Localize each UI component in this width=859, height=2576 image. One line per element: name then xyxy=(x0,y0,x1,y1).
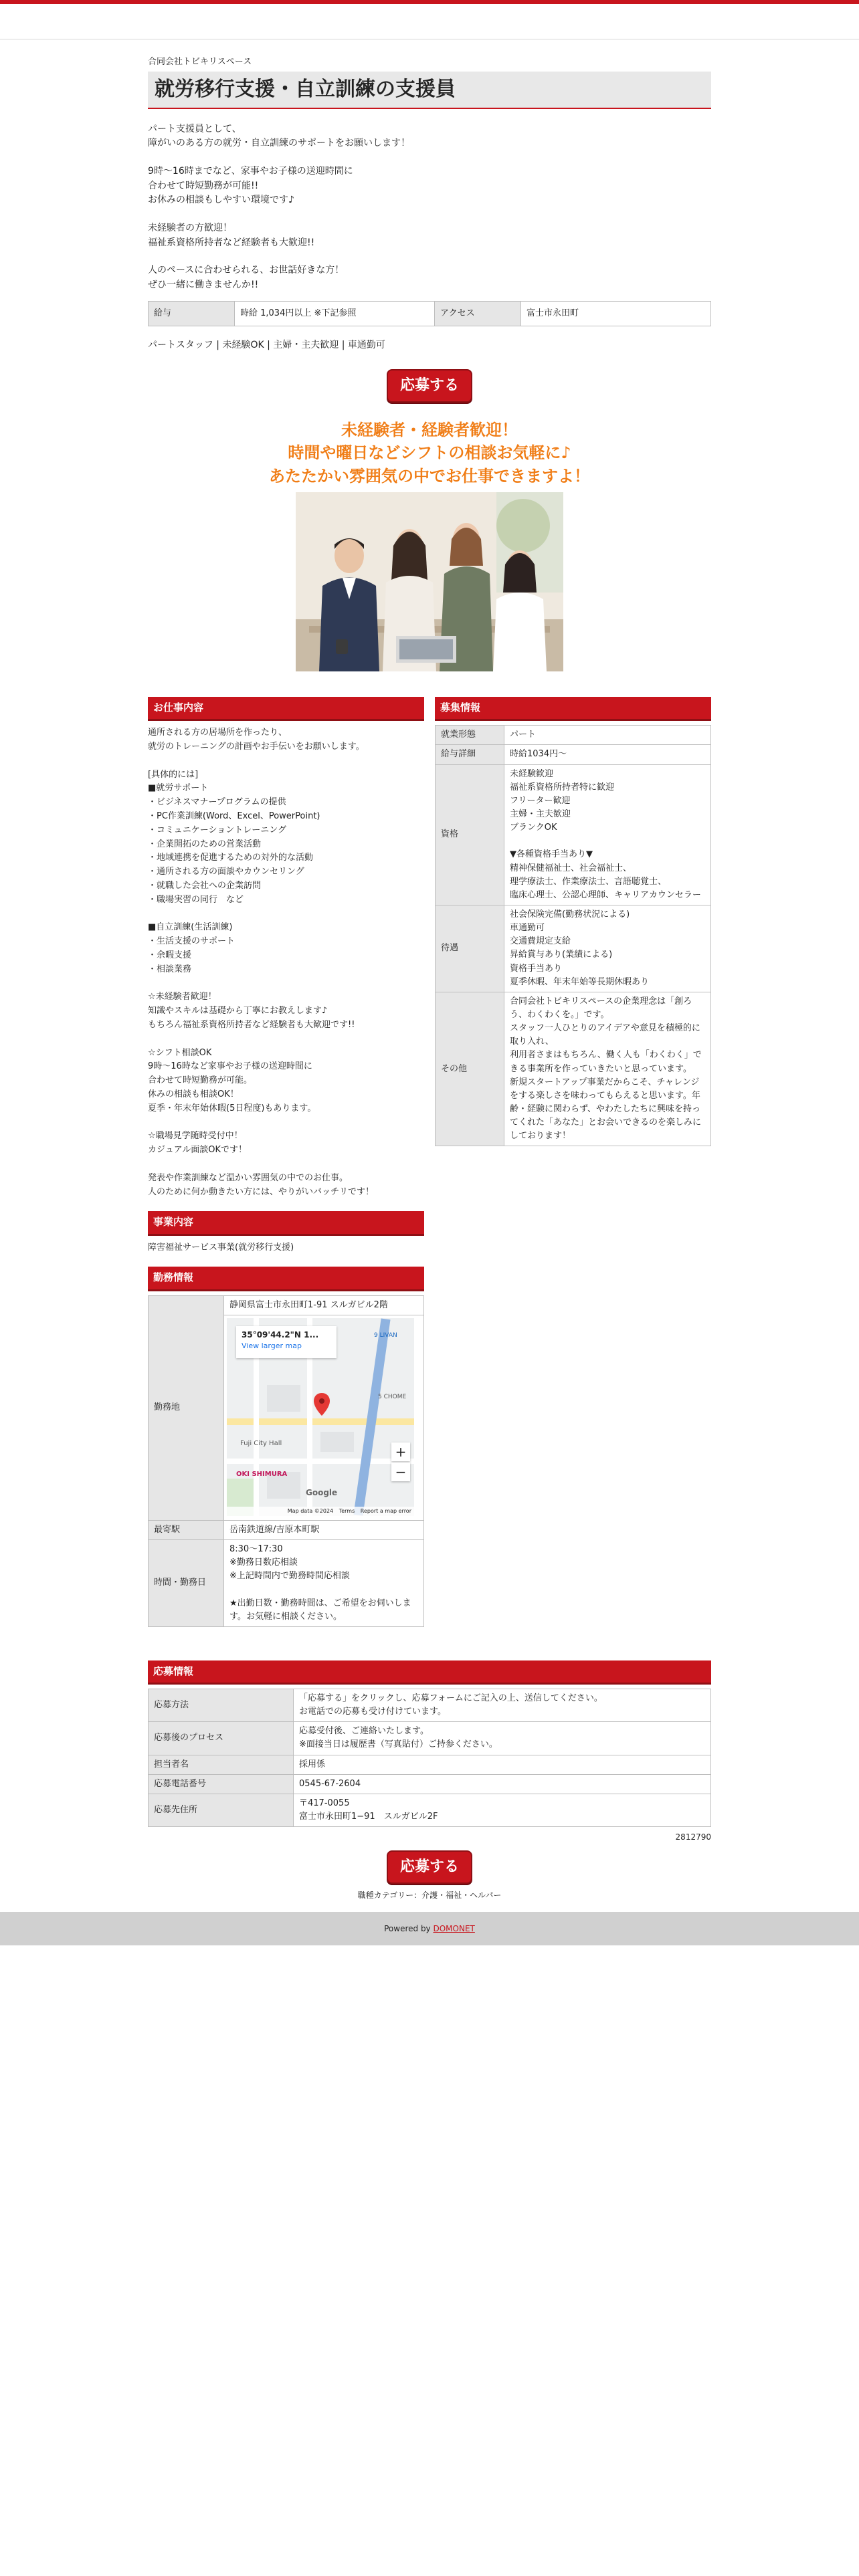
apply-label: 応募電話番号 xyxy=(149,1774,294,1794)
map-zoom-in[interactable]: + xyxy=(391,1442,410,1461)
intro-paragraph: 未経験者の方歓迎！ 福祉系資格所持者など経験者も大歓迎!! xyxy=(148,223,315,248)
map-label: 5 CHOME xyxy=(378,1393,407,1400)
intro-text xyxy=(148,122,711,293)
station-label: 最寄駅 xyxy=(149,1520,224,1539)
map-label: Fuji City Hall xyxy=(240,1439,282,1447)
recruit-label: その他 xyxy=(436,992,504,1146)
recruit-label: 待遇 xyxy=(436,905,504,992)
recruit-heading: 募集情報 xyxy=(435,697,711,721)
company-name: 合同会社トビキリスペース xyxy=(148,57,252,67)
place-value: 静岡県富士市永田町1-91 スルガビル2階 xyxy=(224,1295,424,1315)
header-strip xyxy=(0,4,859,39)
kinmu-table xyxy=(148,1295,424,1627)
intro-paragraph: パート支援員として、 障がいのある方の就労・自立訓練のサポートをお願いします！ xyxy=(148,123,410,149)
time-label: 時間・勤務日 xyxy=(149,1539,224,1626)
apply-label: 応募後のプロセス xyxy=(149,1722,294,1755)
map-label: OKI SHIMURA xyxy=(236,1470,288,1478)
recruit-value: 時給1034円〜 xyxy=(504,745,711,764)
recruit-label: 給与詳細 xyxy=(436,745,504,764)
left-column xyxy=(148,697,424,1627)
staff-photo xyxy=(296,492,563,671)
page-title: 就労移行支援・自立訓練の支援員 xyxy=(148,72,711,109)
map-info-card xyxy=(236,1326,337,1358)
table-row xyxy=(436,992,711,1146)
intro-paragraph: 人のペースに合わせられる、お世話好きな方！ ぜひ一緒に働きませんか!! xyxy=(148,265,345,291)
apply-label: 担当者名 xyxy=(149,1755,294,1774)
catch-line: あたたかい雰囲気の中でお仕事できますよ！ xyxy=(269,467,590,486)
recruit-value: 合同会社トビキリスペースの企業理念は「創ろう、わくわくを。」です。 スタッフ一人ひとりのアイデアや意見を積極的に取り入れ、 利用者さまはもちろん、働く人も「わくわく」できる事業所を作っていきたいと思っています。 新規スタートアップ事業だからこそ、チャレンジをする楽しさを味わってもらえると思います。年齢・経験に関わらず、やわたしたちに興味を持ってくれた「あなた」とお会いできるのを楽しみにしております！ xyxy=(504,992,711,1146)
recruit-value: パート xyxy=(504,726,711,745)
apply-value: 「応募する」をクリックし、応募フォームにご記入の上、送信してください。 お電話での応募も受け付けています。 xyxy=(294,1689,711,1722)
table-row xyxy=(149,1774,711,1794)
right-column xyxy=(435,697,711,1627)
table-row xyxy=(149,1794,711,1826)
work-heading: お仕事内容 xyxy=(148,697,424,721)
business-description: 障害福祉サービス事業(就労移行支援) xyxy=(148,1242,294,1253)
apply-value: 採用係 xyxy=(294,1755,711,1774)
apply-label: 応募先住所 xyxy=(149,1794,294,1826)
recruit-label: 資格 xyxy=(436,764,504,905)
job-tags: パートスタッフ | 未経験OK | 主婦・主夫歓迎 | 車通勤可 xyxy=(148,339,385,350)
map-label: 9 LIVAN xyxy=(374,1331,397,1339)
table-row xyxy=(436,726,711,745)
summary-table xyxy=(148,301,711,326)
job-page xyxy=(148,56,711,1901)
table-row xyxy=(149,1689,711,1722)
map-cell xyxy=(224,1315,424,1520)
table-row xyxy=(436,764,711,905)
station-value: 岳南鉄道線/吉原本町駅 xyxy=(224,1520,424,1539)
footer-brand-link[interactable]: DOMONET xyxy=(433,1924,475,1934)
recruit-table xyxy=(435,725,711,1146)
access-value: 富士市永田町 xyxy=(521,301,711,326)
apply-info-heading: 応募情報 xyxy=(148,1660,711,1685)
map-terms-link[interactable]: Terms xyxy=(339,1507,355,1514)
job-category: 職種カテゴリー：介護・福祉・ヘルパー xyxy=(357,1890,502,1900)
map-zoom-out[interactable]: − xyxy=(391,1463,410,1481)
apply-value: 応募受付後、ご連絡いたします。 ※面接当日は履歴書（写真貼付）ご持参ください。 xyxy=(294,1722,711,1755)
map-attribution xyxy=(227,1507,414,1516)
salary-value: 時給 1,034円以上 ※下記参照 xyxy=(235,301,435,326)
recruit-value: 未経験歓迎 福祉系資格所持者特に歓迎 フリーター歓迎 主婦・主夫歓迎 ブランクOK ▼各種資格手当あり▼ 精神保健福祉士、社会福祉士、 理学療法士、作業療法士、言語聴覚士、 臨床心理士、公認心理師、キャリアカウンセラー xyxy=(504,764,711,905)
apply-button[interactable]: 応募する xyxy=(387,369,472,403)
catch-copy xyxy=(148,419,711,488)
work-description: 通所される方の居場所を作ったり、 就労のトレーニングの計画やお手伝いをお願いします。 [具体的には] ■就労サポート ・ビジネスマナープログラムの提供 ・PC作業訓練(Word、Excel、PowerPoint) ・コミュニケーショントレーニング ・企業開拓のための営業活動 ・地域連携を促進するための対外的な活動 ・通所される方の面談やカウンセリング ・就職した会社への企業訪問 ・職場実習の同行 など ■自立訓練(生活訓練) ・生活支援のサポート ・余暇支援 ・相談業務 ☆未経験者歓迎！ 知識やスキルは基礎から丁寧にお教えします♪ もちろん福祉系資格所持者など経験者も大歓迎です!! ☆シフト相談OK 9時〜16時など家事やお子様の送迎時間に 合わせて時短勤務が可能。 休みの相談も相談OK！ 夏季・年末年始休暇(5日程度)もあります。 ☆職場見学随時受付中！ カジュアル面談OKです！ 発表や作業訓練など温かい雰囲気の中でのお仕事。 人のために何か動きたい方には、やりがいバッチリです！ xyxy=(148,728,375,1197)
business-heading: 事業内容 xyxy=(148,1211,424,1235)
map-data-text: Map data ©2024 xyxy=(287,1507,334,1514)
staff-photo-illustration xyxy=(296,492,563,671)
two-column-section xyxy=(148,697,711,1627)
kinmu-heading: 勤務情報 xyxy=(148,1267,424,1291)
map-coords: 35°09'44.2"N 1... xyxy=(242,1329,319,1339)
catch-line: 未経験者・経験者歓迎！ xyxy=(341,420,518,439)
map-pin-icon xyxy=(314,1393,330,1420)
footer xyxy=(0,1912,859,1945)
apply-info-table xyxy=(148,1689,711,1827)
apply-value: 〒417-0055 富士市永田町1−91 スルガビル2F xyxy=(294,1794,711,1826)
recruit-value: 社会保険完備(勤務状況による) 車通勤可 交通費規定支給 昇給賞与あり(業績による) 資格手当あり 夏季休暇、年末年始等長期休暇あり xyxy=(504,905,711,992)
table-row xyxy=(149,1722,711,1755)
map-embed[interactable] xyxy=(227,1318,414,1516)
apply-button-bottom[interactable]: 応募する xyxy=(387,1850,472,1884)
table-row xyxy=(149,1755,711,1774)
table-row xyxy=(436,745,711,764)
recruit-label: 就業形態 xyxy=(436,726,504,745)
footer-powered-by: Powered by xyxy=(384,1924,431,1934)
apply-phone[interactable]: 0545-67-2604 xyxy=(294,1774,711,1794)
intro-paragraph: 9時〜16時までなど、家事やお子様の送迎時間に 合わせて時短勤務が可能!! お休みの相談もしやすい環境です♪ xyxy=(148,166,353,206)
map-larger-link[interactable]: View larger map xyxy=(242,1341,302,1350)
place-label: 勤務地 xyxy=(149,1295,224,1520)
map-report-link[interactable]: Report a map error xyxy=(360,1507,411,1514)
apply-label: 応募方法 xyxy=(149,1689,294,1722)
map-google-logo: Google xyxy=(306,1487,338,1497)
time-value: 8:30〜17:30 ※勤務日数応相談 ※上記時間内で勤務時間応相談 ★出勤日数・勤務時間は、ご希望をお伺いします。お気軽に相談ください。 xyxy=(224,1539,424,1626)
access-label: アクセス xyxy=(435,301,521,326)
catch-line: 時間や曜日などシフトの相談お気軽に♪ xyxy=(288,443,571,463)
job-number: 2812790 xyxy=(675,1832,711,1842)
table-row xyxy=(436,905,711,992)
salary-label: 給与 xyxy=(149,301,235,326)
